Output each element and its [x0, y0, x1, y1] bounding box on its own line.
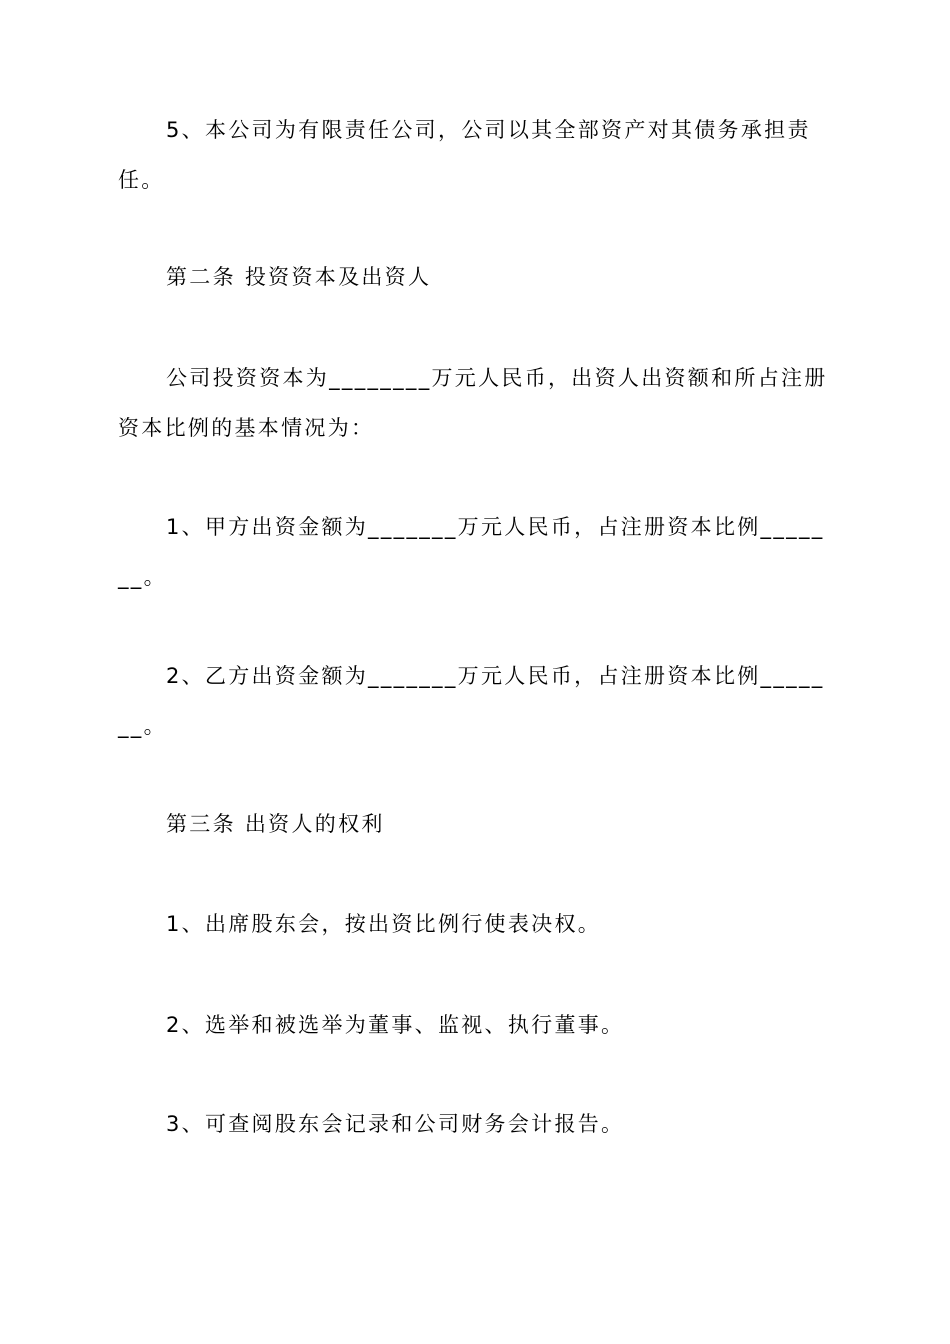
paragraph-right-1: 1、出席股东会，按出资比例行使表决权。 [166, 912, 602, 936]
paragraph-party-a-contribution: 1、甲方出资金额为_______万元人民币，占注册资本比例_______。 [118, 515, 825, 589]
paragraph-investment-capital: 公司投资资本为________万元人民币，出资人出资额和所占注册资本比例的基本情况为： [118, 366, 828, 440]
heading-article2: 第二条 投资资本及出资人 [166, 265, 432, 289]
paragraph-right-3: 3、可查阅股东会记录和公司财务会计报告。 [166, 1112, 625, 1136]
paragraph-article1-item5: 5、本公司为有限责任公司，公司以其全部资产对其债务承担责任。 [118, 118, 811, 192]
paragraph-party-b-contribution: 2、乙方出资金额为_______万元人民币，占注册资本比例_______。 [118, 664, 825, 738]
paragraph-right-2: 2、选举和被选举为董事、监视、执行董事。 [166, 1013, 625, 1037]
heading-article3: 第三条 出资人的权利 [166, 812, 385, 836]
